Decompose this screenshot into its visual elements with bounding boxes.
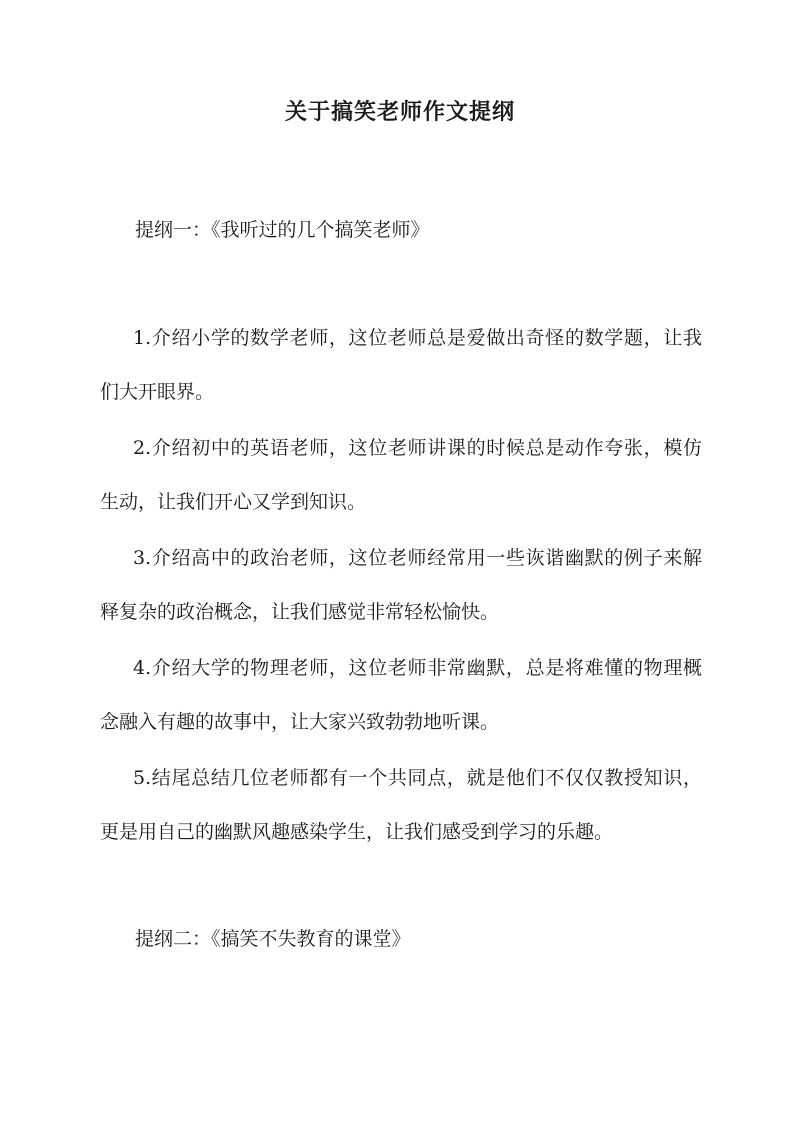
- outline-2-heading: 提纲二：《搞笑不失教育的课堂》: [135, 928, 411, 950]
- outline-1-heading: 提纲一：《我听过的几个搞笑老师》: [135, 219, 430, 241]
- outline-1-item-3: 3.介绍高中的政治老师，这位老师经常用一些诙谐幽默的例子来解释复杂的政治概念，让我们感觉非常轻松愉快。: [100, 547, 702, 623]
- outline-1-item-2: 2.介绍初中的英语老师，这位老师讲课的时候总是动作夸张，模仿生动，让我们开心又学到知识。: [100, 437, 702, 513]
- document-title: 关于搞笑老师作文提纲: [284, 99, 515, 125]
- outline-1-item-5: 5.结尾总结几位老师都有一个共同点，就是他们不仅仅教授知识，更是用自己的幽默风趣感染学生，让我们感受到学习的乐趣。: [100, 767, 702, 843]
- outline-1-item-1: 1.介绍小学的数学老师，这位老师总是爱做出奇怪的数学题，让我们大开眼界。: [100, 327, 702, 403]
- outline-1-item-4: 4.介绍大学的物理老师，这位老师非常幽默，总是将难懂的物理概念融入有趣的故事中，让大家兴致勃勃地听课。: [100, 657, 702, 733]
